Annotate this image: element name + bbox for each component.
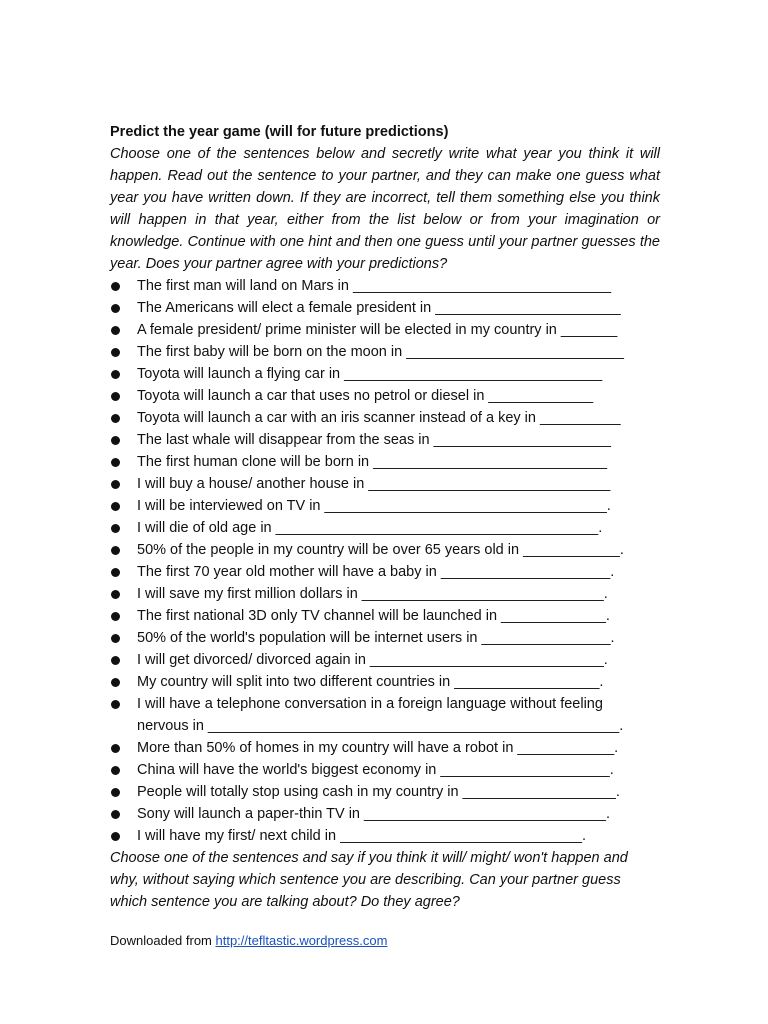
list-item [110,429,660,451]
footer-prefix: Downloaded from [110,933,216,948]
list-item-text: The first 70 year old mother will have a baby in _____________________. [137,564,615,580]
bullet-icon [111,304,120,313]
list-item [110,473,660,495]
prediction-list [110,275,660,847]
bullet-icon [111,524,120,533]
list-item-text: I will save my first million dollars in ______________________________. [137,586,608,602]
footer-credit [110,931,387,951]
bullet-icon [111,744,120,753]
bullet-icon [111,700,120,709]
bullet-icon [111,612,120,621]
list-item-text: I will be interviewed on TV in ___________________________________. [137,498,611,514]
intro-instructions: Choose one of the sentences below and secretly write what year you think it will happen. Read out the sentence to your partner, and they can make one guess what year you have written down. If they are incorrect, tell them something else you think will happen in that year, either from the list below or from your imagination or knowledge. Continue with one hint and then one guess until your partner guesses the year. Does your partner agree with your predictions? [110,146,660,272]
bullet-icon [111,634,120,643]
list-item-text: The first baby will be born on the moon in ___________________________ [137,344,624,360]
list-item [110,671,660,693]
list-item [110,825,660,847]
outro-instructions: Choose one of the sentences and say if you think it will/ might/ won't happen and why, without saying which sentence you are describing. Can your partner guess which sentence you are talking about? Do they agree? [110,850,628,910]
bullet-icon [111,348,120,357]
list-item [110,495,660,517]
list-item-text: 50% of the people in my country will be over 65 years old in ____________. [137,542,624,558]
list-item-text: People will totally stop using cash in my country in ___________________. [137,784,620,800]
bullet-icon [111,590,120,599]
list-item [110,539,660,561]
list-item-text: I will have a telephone conversation in a foreign language without feeling nervous in ___________________________________________________. [137,696,624,734]
bullet-icon [111,480,120,489]
bullet-icon [111,414,120,423]
worksheet-content [110,121,660,913]
bullet-icon [111,832,120,841]
bullet-icon [111,370,120,379]
bullet-icon [111,788,120,797]
list-item [110,319,660,341]
bullet-icon [111,326,120,335]
list-item [110,561,660,583]
list-item-text: I will die of old age in ________________________________________. [137,520,603,536]
list-item-text: My country will split into two different countries in __________________. [137,674,604,690]
bullet-icon [111,502,120,511]
bullet-icon [111,458,120,467]
list-item [110,781,660,803]
bullet-icon [111,436,120,445]
list-item [110,341,660,363]
bullet-icon [111,678,120,687]
list-item [110,363,660,385]
list-item-text: The first national 3D only TV channel will be launched in _____________. [137,608,610,624]
list-item [110,759,660,781]
list-item [110,737,660,759]
list-item-text: I will get divorced/ divorced again in _____________________________. [137,652,608,668]
list-item-text: The first human clone will be born in _____________________________ [137,454,608,470]
bullet-icon [111,546,120,555]
list-item [110,385,660,407]
worksheet-title: Predict the year game (will for future predictions) [110,124,449,140]
list-item-text: The Americans will elect a female president in _______________________ [137,300,621,316]
list-item [110,407,660,429]
list-item-text: I will have my first/ next child in ______________________________. [137,828,587,844]
bullet-icon [111,568,120,577]
bullet-icon [111,656,120,665]
list-item-text: A female president/ prime minister will be elected in my country in _______ [137,322,618,338]
list-item [110,583,660,605]
bullet-icon [111,810,120,819]
source-link[interactable]: http://tefltastic.wordpress.com [215,933,388,948]
list-item [110,605,660,627]
bullet-icon [111,282,120,291]
list-item [110,803,660,825]
list-item-text: Toyota will launch a flying car in ________________________________ [137,366,603,382]
list-item [110,451,660,473]
list-item [110,517,660,539]
bullet-icon [111,766,120,775]
list-item-text: Toyota will launch a car with an iris scanner instead of a key in __________ [137,410,621,426]
list-item-text: The first man will land on Mars in ________________________________ [137,278,612,294]
list-item [110,693,660,737]
list-item-text: Toyota will launch a car that uses no petrol or diesel in _____________ [137,388,594,404]
list-item [110,649,660,671]
list-item [110,275,660,297]
list-item-text: Sony will launch a paper-thin TV in ______________________________. [137,806,610,822]
list-item-text: I will buy a house/ another house in ______________________________ [137,476,611,492]
list-item-text: 50% of the world's population will be internet users in ________________. [137,630,615,646]
list-item [110,297,660,319]
list-item-text: The last whale will disappear from the seas in ______________________ [137,432,611,448]
list-item-text: More than 50% of homes in my country will have a robot in ____________. [137,740,619,756]
bullet-icon [111,392,120,401]
list-item-text: China will have the world's biggest economy in _____________________. [137,762,614,778]
list-item [110,627,660,649]
